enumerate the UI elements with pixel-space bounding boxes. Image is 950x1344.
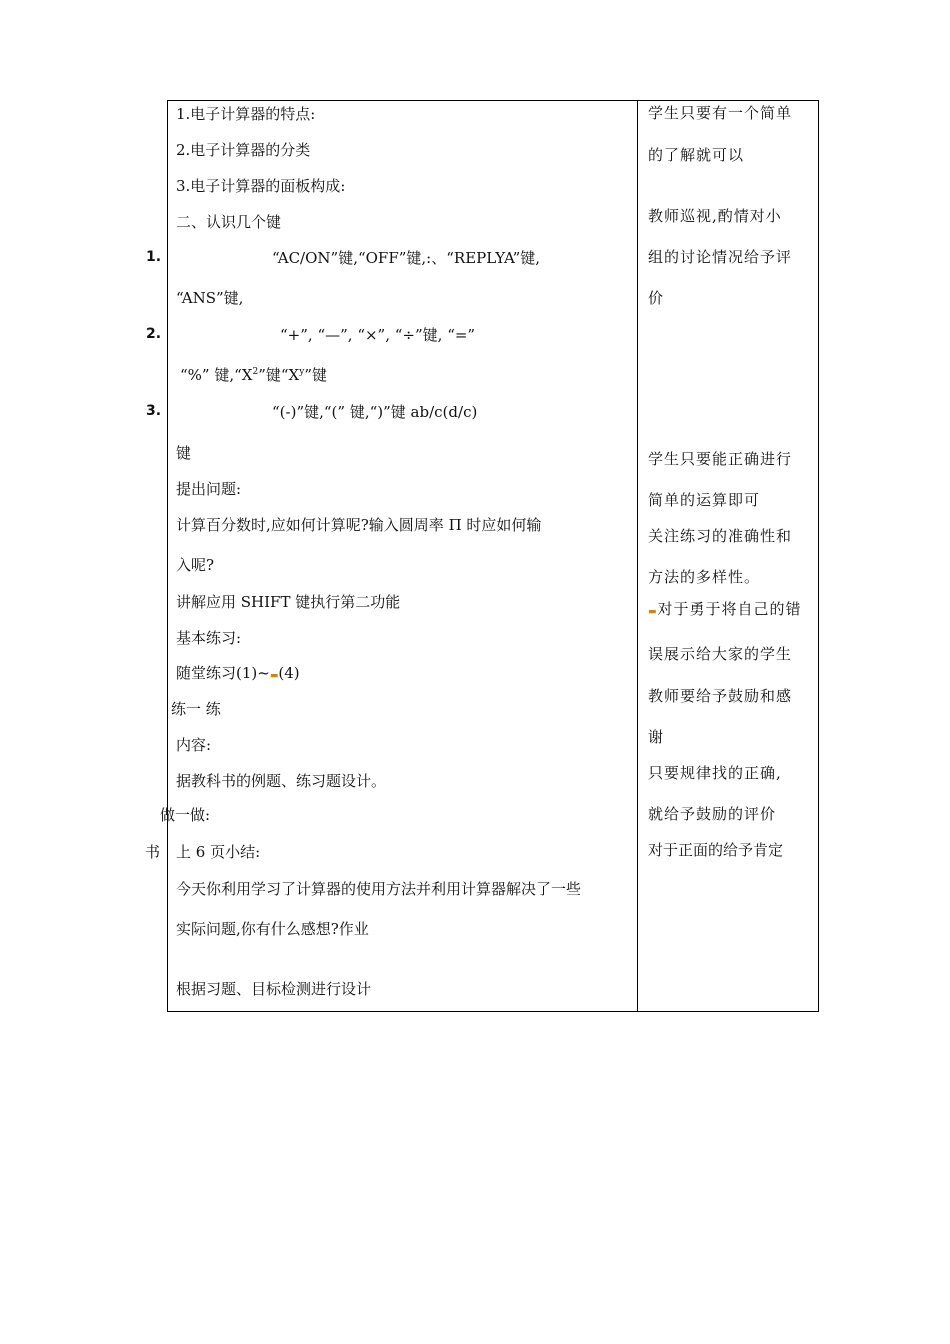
design-line: 根据习题、目标检测进行设计 [176, 980, 372, 998]
summary-heading: 上 6 页小结: [176, 843, 261, 861]
margin-number-2: 2. [146, 326, 162, 342]
margin-label-zuoyizuo: 做一做: [160, 806, 211, 824]
note-line-8: 关注练习的准确性和 [648, 527, 793, 545]
note-line-12: 教师要给予鼓励和感 [648, 687, 793, 705]
question-line-2: 入呢? [176, 556, 215, 574]
margin-number-1: 1. [146, 249, 162, 265]
note-line-10: ▬对于勇于将自己的错 [648, 600, 802, 618]
column-divider [637, 100, 638, 1012]
note-line-3: 教师巡视,酌情对小 [648, 207, 782, 225]
question-heading: 提出问题: [176, 480, 242, 498]
note-line-15: 就给予鼓励的评价 [648, 805, 777, 823]
keys-line-3-cont: 键 [176, 444, 192, 462]
question-line-1: 计算百分数时,应如何计算呢?输入圆周率 Π 时应如何输 [176, 516, 542, 534]
section-heading: 二、认识几个键 [176, 213, 282, 231]
keys-line-2: “+”, “—”, “×”, “÷”键, “=” [280, 326, 476, 344]
note-line-6: 学生只要能正确进行 [648, 450, 793, 468]
keys-line-2-cont: “%” 键$,“X^2$”键“$X^y$”键 [180, 366, 328, 384]
note-line-4: 组的讨论情况给予评 [648, 248, 793, 266]
note-line-2: 的了解就可以 [648, 146, 745, 164]
practice-line: 随堂练习(1)~▬(4) [176, 664, 300, 682]
note-line-9: 方法的多样性。 [648, 568, 761, 586]
keys-line-1: “AC/ON”键,“OFF”键,:、“REPLYA”键, [272, 249, 541, 267]
note-line-7: 简单的运算即可 [648, 491, 761, 509]
note-line-13: 谢 [648, 728, 665, 746]
note-line-5: 价 [648, 289, 665, 307]
summary-line-1: 今天你利用学习了计算器的使用方法并利用计算器解决了一些 [176, 880, 582, 898]
feature-line: 1.电子计算器的特点: [176, 105, 316, 123]
exercise-heading: 练一 练 [171, 700, 221, 718]
panel-line: 3.电子计算器的面板构成: [176, 177, 346, 195]
summary-line-2: 实际问题,你有什么感想?作业 [176, 920, 369, 938]
note-line-16: 对于正面的给予肯定 [648, 841, 784, 859]
category-line: 2.电子计算器的分类 [176, 141, 311, 159]
orange-mark: ▬ [648, 607, 658, 617]
note-line-14: 只要规律找的正确, [648, 764, 782, 782]
keys-line-3: “(-)”键,“(” 键,“)”键 ab/c(d/c) [272, 403, 478, 421]
shift-line: 讲解应用 SHIFT 键执行第二功能 [176, 593, 401, 611]
keys-line-1-cont: “ANS”键, [176, 289, 244, 307]
practice-heading: 基本练习: [176, 629, 242, 647]
margin-label-shu: 书 [145, 843, 161, 861]
lesson-table [167, 100, 819, 1012]
note-line-11: 误展示给大家的学生 [648, 645, 793, 663]
note-line-1: 学生只要有一个简单 [648, 104, 793, 122]
orange-mark: ▬ [269, 671, 279, 681]
content-heading: 内容: [176, 736, 212, 754]
content-line: 据教科书的例题、练习题设计。 [176, 772, 387, 790]
margin-number-3: 3. [146, 403, 162, 419]
